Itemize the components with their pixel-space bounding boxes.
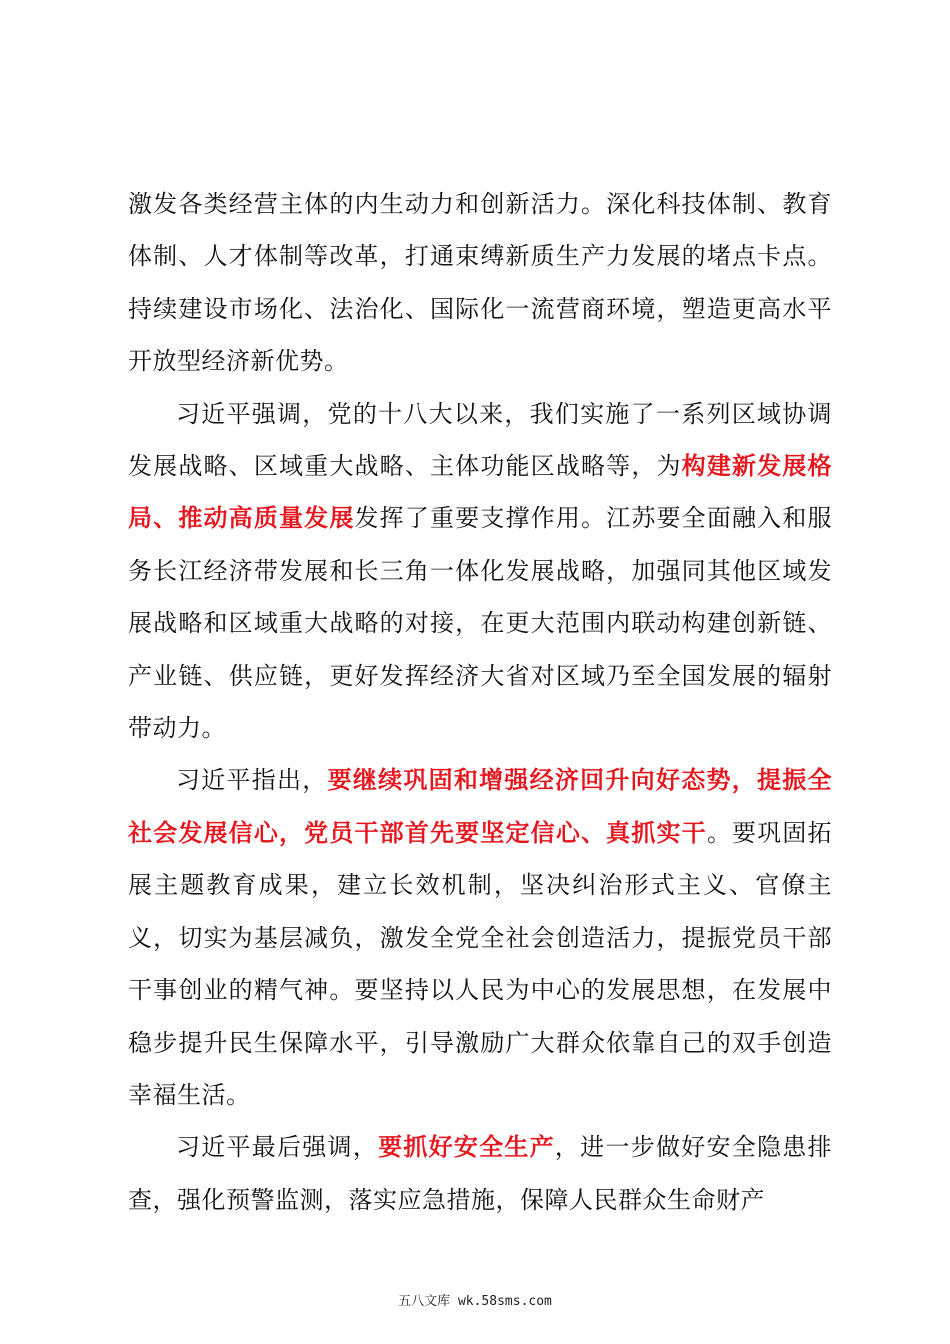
paragraph-text: 激发各类经营主体的内生动力和创新活力。深化科技体制、教育体制、人才体制等改革，打通束缚新质生产力发展的堵点卡点。持续建设市场化、法治化、国际化一流营商环境，塑造更高水平开放型经济新优势。 [128, 190, 832, 376]
paragraph-text: 。要巩固拓展主题教育成果，建立长效机制，坚决纠治形式主义、官僚主义，切实为基层减负，激发全党全社会创造活力，提振党员干部干事创业的精气神。要坚持以人民为中心的发展思想，在发展中稳步提升民生保障水平，引导激励广大群众依靠自己的双手创造幸福生活。 [128, 818, 833, 1109]
paragraph [128, 1121, 832, 1226]
highlighted-text: 要继续巩固和增强经济回升向好态势，提振全社会发展信心，党员干部首先要坚定信心、真抓实干 [128, 765, 833, 847]
paragraph-text: 习近平强调，党的十八大以来，我们实施了一系列区域协调发展战略、区域重大战略、主体功能区战略等，为 [128, 399, 832, 481]
paragraph-text: 发挥了重要支撑作用。江苏要全面融入和服务长江经济带发展和长三角一体化发展战略，加强同其他区域发展战略和区域重大战略的对接，在更大范围内联动构建创新链、产业链、供应链，更好发挥经济大省对区域乃至全国发展的辐射带动力。 [128, 504, 832, 743]
paragraph [128, 178, 832, 388]
paragraph-text: 习近平最后强调， [176, 1133, 379, 1162]
highlighted-text: 构建新发展格局、推动高质量发展 [128, 451, 833, 533]
paragraph-text: ，进一步做好安全隐患排查，强化预警监测，落实应急措施，保障人民群众生命财产 [128, 1133, 833, 1214]
paragraph [128, 388, 832, 755]
paragraph [128, 754, 832, 1121]
highlighted-text: 要抓好安全生产 [378, 1132, 555, 1162]
footer-watermark: 五八文库 wk.58sms.com [398, 1294, 552, 1309]
paragraph-text: 习近平指出， [176, 766, 328, 795]
document-body [128, 178, 832, 1226]
